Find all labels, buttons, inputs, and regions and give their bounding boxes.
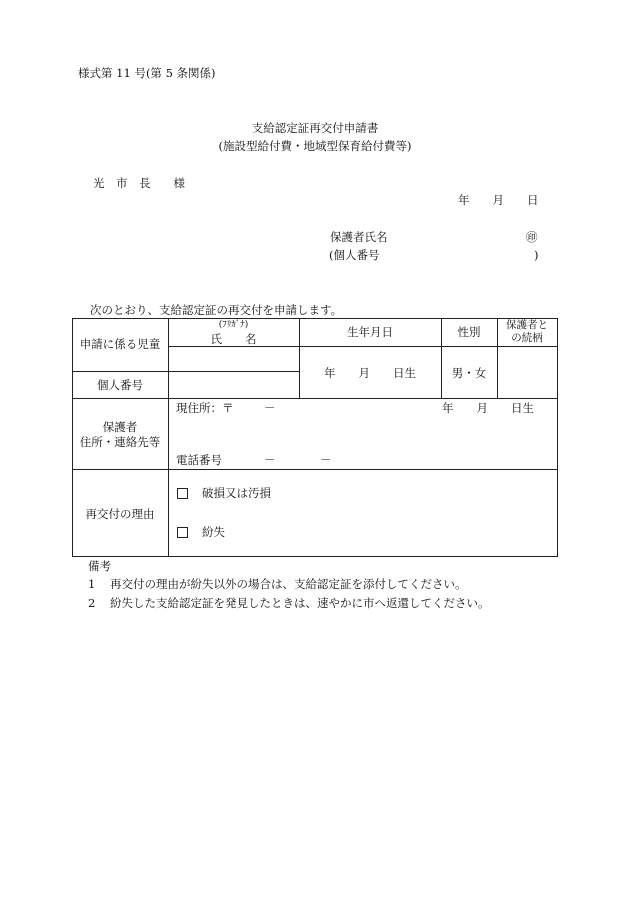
child-name-label: 氏 名: [210, 332, 257, 346]
intro-text: 次のとおり、支給認定証の再交付を申請します。: [90, 303, 343, 317]
applicant-name-label: 保護者氏名: [330, 230, 388, 244]
form-number: 様式第 11 号(第 5 条関係): [78, 66, 216, 80]
child-dob-value: 年 月 日生: [324, 366, 416, 380]
address-dash: －: [264, 401, 276, 415]
reason-checkbox-lost[interactable]: [177, 527, 188, 538]
reason-lost-label: 紛失: [202, 525, 225, 539]
relation-label-line2: の続柄: [511, 332, 543, 344]
guardian-label-line2: 住所・連絡先等: [79, 435, 161, 449]
personal-id-label: 個人番号: [97, 378, 143, 392]
seal-mark: ㊞: [526, 230, 538, 244]
child-sex-value: 男・女: [451, 366, 487, 380]
dob-label: 生年月日: [347, 325, 393, 339]
remark-2-number: 2: [88, 596, 96, 610]
remark-2-text: 紛失した支給認定証を発見したときは、速やかに市へ返還してください。: [110, 596, 490, 610]
reason-checkbox-damaged[interactable]: [177, 488, 188, 499]
child-label: 申請に係る児童: [79, 337, 161, 351]
applicant-id-close: ): [534, 248, 539, 262]
sex-label: 性別: [457, 325, 481, 339]
furigana-label: (ﾌﾘｶﾞﾅ): [218, 320, 249, 330]
phone-label: 電話番号: [176, 453, 222, 467]
guardian-dob: 年 月 日生: [442, 401, 534, 415]
applicant-id-label: (個人番号: [329, 248, 380, 262]
remark-1-number: 1: [88, 577, 96, 591]
date-line: 年 月 日: [458, 193, 539, 207]
remarks-title: 備考: [88, 559, 111, 573]
reason-label: 再交付の理由: [85, 507, 155, 521]
form-title: 支給認定証再交付申請書: [251, 121, 379, 135]
form-subtitle: (施設型給付費・地域型保育給付費等): [218, 139, 412, 153]
phone-dash-2: －: [320, 453, 332, 467]
remark-1-text: 再交付の理由が紛失以外の場合は、支給認定証を添付してください。: [110, 577, 467, 591]
relation-label-line1: 保護者と: [506, 319, 548, 331]
reason-damaged-label: 破損又は汚損: [202, 486, 271, 500]
addressee: 光 市 長 様: [93, 176, 185, 190]
address-label: 現住所：〒: [176, 401, 234, 415]
phone-dash-1: －: [264, 453, 276, 467]
guardian-label-line1: 保護者: [102, 420, 138, 434]
